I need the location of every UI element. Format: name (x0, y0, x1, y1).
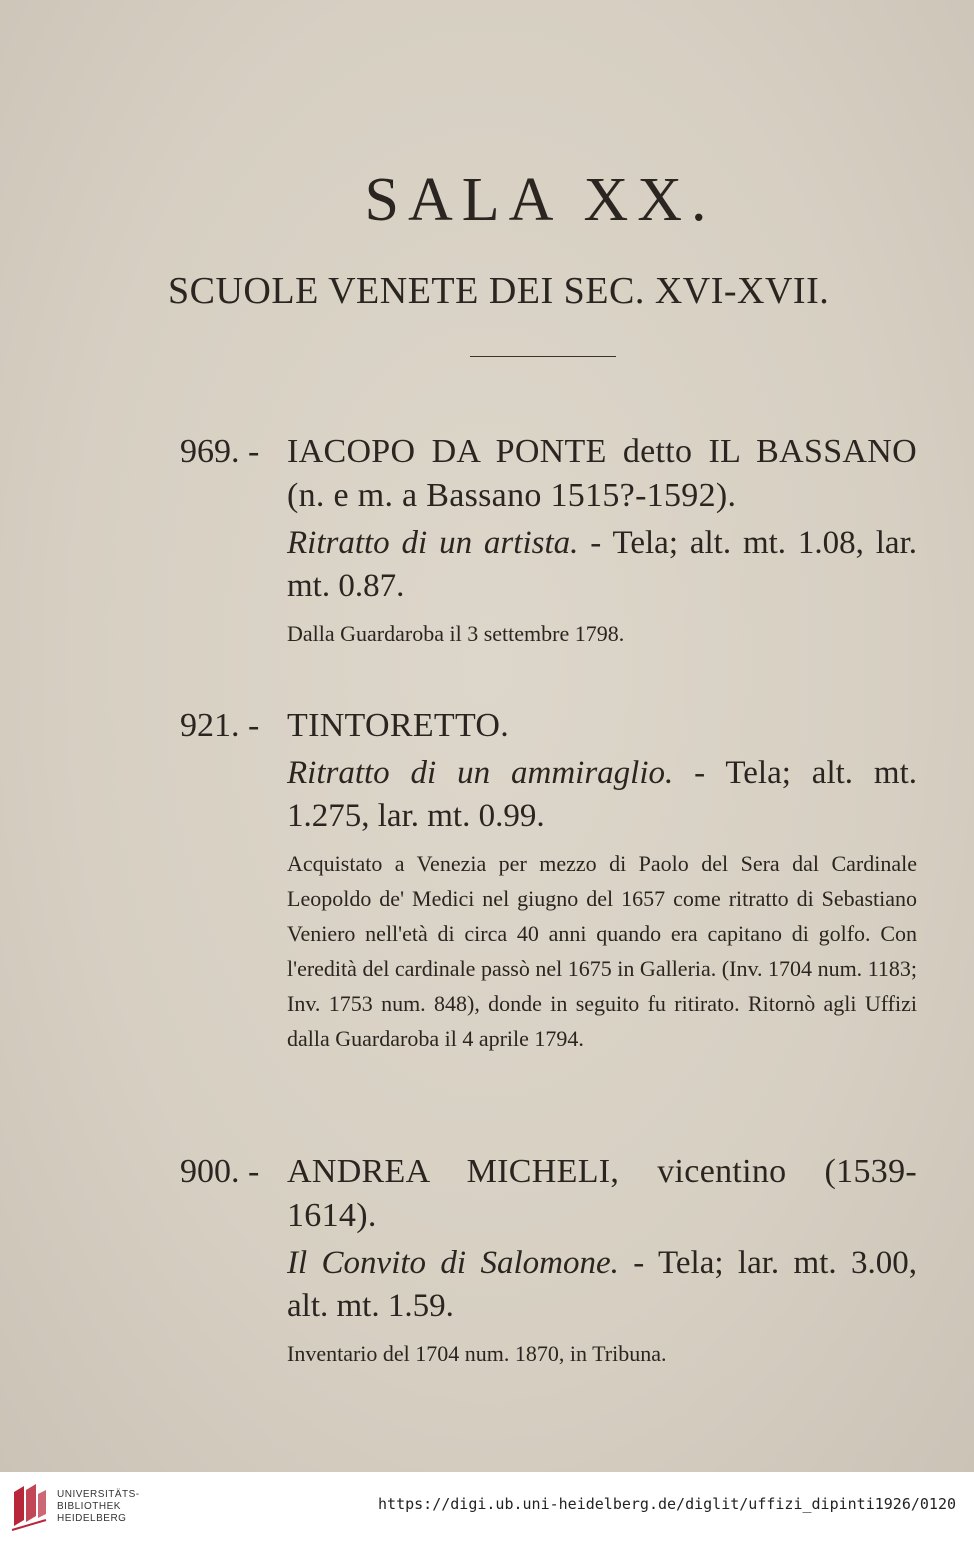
page-subtitle: SCUOLE VENETE DEI SEC. XVI-XVII. (168, 270, 830, 312)
entry-number: 921. - (180, 707, 260, 744)
artwork-title: Ritratto di un artista. (287, 525, 579, 561)
artwork-title: Il Convito di Salomone. (287, 1245, 619, 1281)
viewer-footer (0, 1472, 974, 1543)
library-name (57, 1489, 140, 1525)
entry-artist: IACOPO DA PONTE detto IL BASSANO (n. e m. a Bassano 1515?-1592). (287, 433, 917, 514)
entry-artist: ANDREA MICHELI, vicentino (1539-1614). (287, 1153, 917, 1234)
entry-note: Acquistato a Venezia per mezzo di Paolo del Sera dal Cardinale Leopoldo de' Medici nel giugno del 1657 come ritratto di Sebastiano Veniero nell'età di circa 40 anni quando era capitano di golfo. Con l'eredità del cardinale passò nel 1675 in Galleria. (Inv. 1704 num. 1183; Inv. 1753 num. 848), donde in seguito fu ritirato. Ritornò agli Uffizi dalla Guardaroba il 4 aprile 1794. (287, 851, 917, 1051)
page-url-link[interactable]: https://digi.ub.uni-heidelberg.de/diglit/uffizi_dipinti1926/0120 (378, 1495, 956, 1513)
entry-artwork (287, 752, 917, 838)
entry-note: Dalla Guardaroba il 3 settembre 1798. (287, 621, 625, 646)
catalog-entry (287, 704, 917, 1056)
library-name-line: HEIDELBERG (57, 1513, 127, 1524)
library-name-line: BIBLIOTHEK (57, 1501, 121, 1512)
entry-number: 900. - (180, 1153, 260, 1190)
library-logo-icon (10, 1482, 48, 1532)
entry-artwork (287, 1242, 917, 1328)
entry-artwork (287, 522, 917, 608)
artwork-title: Ritratto di un ammiraglio. (287, 755, 674, 791)
page-title: SALA XX. (364, 166, 716, 234)
catalog-entry (287, 430, 917, 651)
entry-artist: TINTORETTO. (287, 707, 510, 744)
catalog-entry (287, 1150, 917, 1371)
artwork-details: - Tela; alt. mt. 1.08, lar. mt. 0.87. (287, 525, 917, 604)
artwork-details: - Tela; alt. mt. 1.275, lar. mt. 0.99. (287, 755, 918, 834)
entry-note: Inventario del 1704 num. 1870, in Tribuna. (287, 1341, 667, 1366)
artwork-details: - Tela; lar. mt. 3.00, alt. mt. 1.59. (287, 1245, 918, 1324)
library-name-line: UNIVERSITÄTS- (57, 1489, 140, 1500)
entry-number: 969. - (180, 433, 260, 470)
title-divider (470, 356, 616, 357)
